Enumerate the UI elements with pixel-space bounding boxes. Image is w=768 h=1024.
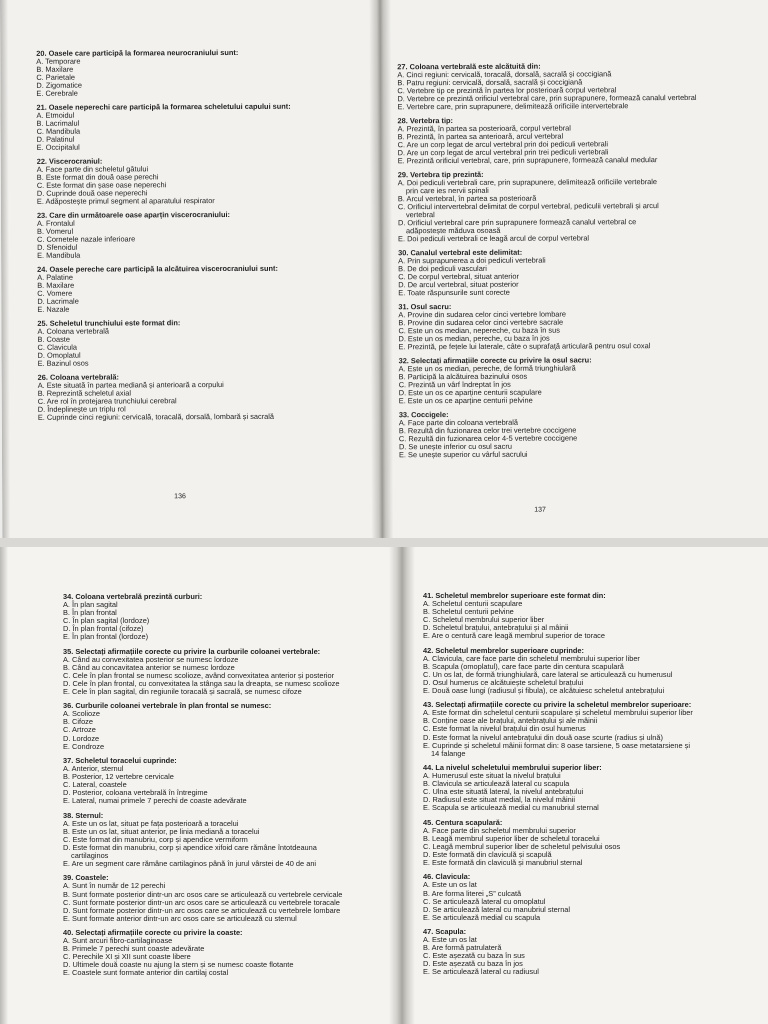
page-number: 137 bbox=[534, 506, 546, 514]
answer-option: B. Vomerul bbox=[36, 226, 74, 236]
answer-option: E. Scapula se articulează medial cu manubriul sternal bbox=[423, 803, 599, 813]
answer-option: D. Vertebre ce prezintă orificiul vertebral care, prin suprapunere, formează canalul vertebral bbox=[397, 92, 697, 104]
answer-option: E. Cele în plan sagital, din regiunile toracală și sacrală, se numesc cifoze bbox=[63, 686, 302, 696]
page-number: 136 bbox=[174, 493, 186, 501]
page-left-questions bbox=[63, 593, 393, 977]
answer-option: A. Este un os lat bbox=[423, 880, 477, 890]
answer-option: D. Lacrimale bbox=[37, 296, 79, 306]
answer-option: E. Este un os ce aparține centurii pelvine bbox=[398, 395, 533, 406]
answer-option: C. Este așezată cu baza în sus bbox=[423, 951, 525, 961]
answer-option: E. În plan frontal (lordoze) bbox=[63, 632, 149, 642]
answer-option: D. Sfenoidul bbox=[37, 242, 78, 252]
answer-option: C. Lateral, coastele bbox=[63, 780, 127, 790]
answer-option-continuation: vertebral bbox=[405, 209, 435, 220]
answer-option: E. Are un segment care rămâne cartilaginos până în jurul vârstei de 40 de ani bbox=[63, 858, 317, 868]
answer-option: C. În plan sagital (lordoze) bbox=[63, 616, 150, 626]
answer-option: A. Face parte din coloana vertebrală bbox=[398, 417, 519, 427]
bottom-book-spread bbox=[0, 547, 768, 1024]
answer-option: A. În plan sagital bbox=[63, 600, 118, 610]
answer-option: A. Este un os median, pereche, de formă triunghiulară bbox=[398, 363, 576, 373]
answer-option: C. Vertebre tip ce prezintă în partea lor posterioară corpul vertebral bbox=[397, 85, 617, 96]
question-title: 45. Centura scapulară: bbox=[423, 817, 503, 827]
answer-option: B. Coaste bbox=[37, 334, 70, 344]
question-title: 37. Scheletul toracelui cuprinde: bbox=[63, 756, 177, 766]
answer-option-continuation: cartilaginos bbox=[71, 850, 109, 860]
question-title: 42. Scheletul membrelor superioare cuprinde: bbox=[423, 645, 585, 655]
answer-option: D. Posterior, coloana vertebrală în întregime bbox=[63, 788, 208, 798]
answer-option: E. Mandibula bbox=[37, 250, 81, 260]
answer-option: A. Humerusul este situat la nivelul brațului bbox=[423, 771, 561, 781]
answer-option: E. Cuprinde cinci regiuni: cervicală, toracală, dorsală, lombară și sacrală bbox=[37, 411, 275, 422]
answer-option: E. Cerebrale bbox=[36, 88, 78, 98]
answer-option: B. În plan frontal bbox=[63, 608, 117, 618]
answer-option: D. Lordoze bbox=[63, 733, 100, 743]
answer-option: B. Este un os lat, situat anterior, pe linia mediană a toracelui bbox=[63, 826, 260, 836]
answer-option: C. Cele în plan frontal se numesc scolioze, având convexitatea anterior și posterior bbox=[63, 670, 335, 680]
answer-option: B. Sunt formate posterior dintr-un arc osos care se articulează cu vertebrele cervicale bbox=[63, 889, 343, 899]
book-spine-gutter bbox=[369, 0, 393, 540]
answer-option: A. Coloana vertebrală bbox=[37, 326, 109, 336]
answer-option: A. Cinci regiuni: cervicală, toracală, dorsală, sacrală și coccigiană bbox=[397, 69, 612, 80]
answer-option: C. Perechile XI și XII sunt coaste libere bbox=[63, 952, 191, 962]
answer-option: C. Cornetele nazale inferioare bbox=[37, 234, 136, 244]
answer-option: E. Are o centură care leagă membrul superior de torace bbox=[423, 631, 605, 641]
answer-option: B. Lacrimalul bbox=[36, 118, 80, 128]
answer-option: E. Nazale bbox=[37, 304, 70, 314]
answer-option: D. Scheletul brațului, antebrațului și al mâinii bbox=[423, 623, 569, 633]
answer-option: D. Ultimele două coaste nu ajung la stern și se numesc coaste flotante bbox=[63, 960, 294, 970]
answer-option: C. Artroze bbox=[63, 725, 96, 735]
question-title: 44. La nivelul scheletului membrului superior liber: bbox=[423, 763, 602, 773]
question-title: 47. Scapula: bbox=[423, 927, 467, 937]
question-title: 46. Clavicula: bbox=[423, 872, 471, 882]
answer-option: C. Orificiul intervertebral delimitat de corpul vertebral, pediculii vertebrali și arcul bbox=[397, 200, 659, 212]
answer-option: C. Mandibula bbox=[36, 126, 81, 136]
question-title: 28. Vertebra tip: bbox=[397, 115, 454, 125]
question-title: 31. Osul sacru: bbox=[398, 301, 452, 311]
answer-option-continuation: prin care ies nervii spinali bbox=[405, 185, 489, 195]
answer-option: E. Se unește superior cu vârful sacrului bbox=[398, 449, 528, 460]
answer-option: D. Este așezată cu baza în jos bbox=[423, 959, 523, 969]
question-title: 41. Scheletul membrelor superioare este format din: bbox=[423, 591, 606, 600]
answer-option: D. Este formată din claviculă și scapulă bbox=[423, 849, 552, 859]
answer-option: B. Clavicula se articulează lateral cu scapula bbox=[423, 779, 570, 789]
answer-option: B. Prezintă, în partea sa anterioară, arcul vertebral bbox=[397, 131, 564, 142]
answer-option-continuation: adăpostește măduva osoasă bbox=[405, 225, 501, 236]
answer-option: C. Este un os median, nepereche, cu baza în sus bbox=[398, 325, 560, 336]
answer-option: A. Prin suprapunerea a doi pediculi vertebrali bbox=[398, 255, 546, 266]
answer-option: D. Osul humerus ce alcătuiește scheletul brațului bbox=[423, 677, 584, 687]
answer-option: B. Posterior, 12 vertebre cervicale bbox=[63, 772, 174, 782]
answer-option: A. Scheletul centurii scapulare bbox=[423, 599, 523, 609]
question-title: 23. Care din următoarele oase aparțin viscerocraniului: bbox=[36, 209, 231, 220]
answer-option: E. Occipitalul bbox=[36, 142, 80, 152]
answer-option: C. Ulna este situată lateral, la nivelul antebrațului bbox=[423, 787, 584, 797]
answer-option: D. Cuprinde două oase neperechi bbox=[36, 188, 148, 198]
answer-option: A. Face parte din scheletul membrului superior bbox=[423, 825, 576, 835]
question-title: 43. Selectați afirmațiile corecte cu privire la scheletul membrelor superioare: bbox=[423, 700, 692, 710]
answer-option: A. Sunt arcuri fibro-cartilaginoase bbox=[63, 936, 173, 946]
answer-option: C. De corpul vertebral, situat anterior bbox=[398, 271, 519, 282]
answer-option: B. Conține oase ale brațului, antebrațului și ale mâinii bbox=[423, 716, 598, 726]
answer-option: B. Arcul vertebral, în partea sa posterioară bbox=[397, 193, 537, 204]
answer-option: B. Maxilare bbox=[36, 64, 74, 74]
answer-option: E. Condroze bbox=[63, 741, 105, 751]
answer-option: B. Cifoze bbox=[63, 717, 93, 727]
answer-option: A. Palatine bbox=[37, 272, 73, 282]
page-right-questions bbox=[423, 592, 753, 976]
question-title: 21. Oasele neperechi care participă la formarea scheletului capului sunt: bbox=[36, 101, 291, 112]
page-edge-shadow bbox=[0, 547, 8, 1024]
answer-option: A. Doi pediculi vertebrali care, prin suprapunere, delimitează orificiile vertebrale bbox=[397, 176, 658, 187]
answer-option: C. Clavicula bbox=[37, 342, 77, 352]
answer-option: E. Coastele sunt formate anterior din cartilaj costal bbox=[63, 968, 229, 978]
question-title: 25. Scheletul trunchiului este format din: bbox=[37, 317, 181, 328]
question-title: 36. Curburile coloanei vertebrale în plan frontal se numesc: bbox=[63, 701, 272, 711]
answer-option: D. Îndeplinește un triplu rol bbox=[37, 404, 126, 414]
answer-option: D. Orificiul vertebral care prin suprapunere formează canalul vertebral ce bbox=[397, 217, 637, 228]
answer-option: E. Prezintă, pe fețele lui laterale, câte o suprafață articulară pentru osul coxal bbox=[398, 341, 651, 352]
answer-option: C. Rezultă din fuzionarea celor 4-5 vertebre coccigene bbox=[398, 433, 578, 444]
answer-option-continuation: 14 falange bbox=[431, 748, 466, 758]
question-title: 22. Viscerocraniul: bbox=[36, 156, 103, 166]
answer-option: A. Etmoidul bbox=[36, 110, 75, 120]
answer-option: E. Bazinul osos bbox=[37, 358, 89, 368]
answer-option: E. Se articulează medial cu scapula bbox=[423, 912, 541, 922]
answer-option: B. Reprezintă scheletul axial bbox=[37, 388, 131, 398]
answer-option: A. Anterior, sternul bbox=[63, 764, 124, 774]
answer-option: C. Are rol în protejarea trunchiului cerebral bbox=[37, 395, 177, 406]
answer-option: B. Are formă patrulateră bbox=[423, 943, 502, 953]
answer-option: B. Scheletul centurii pelvine bbox=[423, 607, 514, 617]
answer-option: C. Scheletul membrului superior liber bbox=[423, 615, 545, 625]
answer-option: D. Este un os ce aparține centurii scapulare bbox=[398, 387, 542, 398]
answer-option: E. Prezintă orificiul vertebral, care, prin suprapunere, formează canalul medular bbox=[397, 155, 658, 166]
answer-option: D. Radiusul este situat medial, la nivelul mâinii bbox=[423, 795, 575, 805]
page-137-questions bbox=[397, 56, 744, 459]
answer-option: C. Se articulează lateral cu omoplatul bbox=[423, 896, 546, 906]
answer-option: E. Lateral, numai primele 7 perechi de coaste adevărate bbox=[63, 796, 247, 806]
answer-option: A. Frontalul bbox=[36, 218, 75, 228]
answer-option: C. Este format din șase oase neperechi bbox=[36, 180, 167, 190]
answer-option: B. De doi pediculi vasculari bbox=[398, 263, 487, 274]
answer-option: A. Este situată în partea mediană și anterioară a corpului bbox=[37, 379, 224, 390]
answer-option: C. Parietale bbox=[36, 72, 75, 82]
answer-option: C. Este format la nivelul brațului din osul humerus bbox=[423, 724, 586, 734]
answer-option: E. Sunt formate anterior dintr-un arc osos care se articulează cu sternul bbox=[63, 913, 297, 923]
answer-option: E. Cuprinde și scheletul mâinii format din: 8 oase tarsiene, 5 oase metatarsiene și bbox=[423, 740, 691, 750]
answer-option: E. Vertebre care, prin suprapunere, delimitează orificiile intervertebrale bbox=[397, 101, 629, 112]
page-136-questions bbox=[36, 42, 368, 421]
answer-option: A. Temporare bbox=[36, 56, 81, 66]
answer-option: D. Este format la nivelul antebrațului din două oase scurte (radius și ulnă) bbox=[423, 732, 663, 742]
answer-option: C. Sunt formate posterior dintr-un arc osos care se articulează cu vertebrele toracale bbox=[63, 897, 340, 907]
answer-option: B. Are forma literei „S” culcată bbox=[423, 888, 522, 898]
answer-option: C. Vomere bbox=[37, 288, 73, 298]
question-title: 30. Canalul vertebral este delimitat: bbox=[398, 247, 523, 257]
answer-option: E. Toate răspunsurile sunt corecte bbox=[398, 287, 510, 298]
answer-option: D. Se articulează lateral cu manubriul sternal bbox=[423, 904, 571, 914]
answer-option: B. Primele 7 perechi sunt coaste adevărate bbox=[63, 944, 205, 954]
answer-option: B. Când au concavitatea anterior se numesc lordoze bbox=[63, 662, 235, 672]
answer-option: E. Este formată din claviculă și manubriul sternal bbox=[423, 857, 583, 867]
question-title: 38. Sternul: bbox=[63, 810, 104, 820]
answer-option: D. Are un corp legat de arcul vertebral prin trei pediculi vertebrali bbox=[397, 147, 609, 158]
question-title: 29. Vertebra tip prezintă: bbox=[397, 169, 484, 179]
answer-option: B. Provine din sudarea celor cinci vertebre sacrale bbox=[398, 317, 564, 328]
answer-option: A. Sunt în număr de 12 perechi bbox=[63, 881, 166, 891]
answer-option: D. Cele în plan frontal, cu convexitatea la stânga sau la dreapta, se numesc scolioze bbox=[63, 678, 340, 688]
answer-option: A. Este format din scheletul centurii scapulare și scheletul membrului superior liber bbox=[423, 708, 693, 718]
answer-option: D. Sunt formate posterior dintr-un arc osos care se articulează cu vertebrele lombare bbox=[63, 905, 341, 915]
answer-option: E. Doi pediculi vertebrali ce leagă arcul de corpul vertebral bbox=[398, 233, 590, 244]
question-title: 40. Selectați afirmațiile corecte cu privire la coaste: bbox=[63, 928, 243, 938]
question-title: 39. Coastele: bbox=[63, 873, 109, 883]
answer-option: D. Este un os median, pereche, cu baza în jos bbox=[398, 333, 550, 344]
answer-option: D. Este format din manubriu, corp și apendice xifoid care rămâne întotdeauna bbox=[63, 842, 317, 852]
question-title: 24. Oasele pereche care participă la alcătuirea viscerocraniului sunt: bbox=[37, 263, 278, 274]
question-title: 20. Oasele care participă la formarea neurocraniului sunt: bbox=[36, 47, 239, 58]
answer-option: A. Provine din sudarea celor cinci vertebre lombare bbox=[398, 309, 567, 320]
question-title: 35. Selectați afirmațiile corecte cu privire la curburile coloanei vertebrale: bbox=[63, 646, 321, 656]
answer-option: A. Clavicula, care face parte din scheletul membrului superior liber bbox=[423, 653, 640, 663]
answer-option: C. Are un corp legat de arcul vertebral prin doi pediculi vertebrali bbox=[397, 139, 608, 150]
answer-option: E. Două oase lungi (radiusul și fibula), ce alcătuiesc scheletul antebrațului bbox=[423, 685, 665, 695]
question-title: 32. Selectați afirmațiile corecte cu privire la osul sacru: bbox=[398, 355, 592, 365]
answer-option: A. Scolioze bbox=[63, 709, 100, 719]
answer-option: C. Leagă membrul superior liber de scheletul pelvisului osos bbox=[423, 841, 621, 851]
question-title: 34. Coloana vertebrală prezintă curburi: bbox=[63, 592, 203, 601]
question-title: 33. Coccigele: bbox=[398, 409, 449, 419]
answer-option: B. Leagă membrul superior liber de scheletul toracelui bbox=[423, 833, 600, 843]
answer-option: C. Un os lat, de formă triunghiulară, care lateral se articulează cu humerusul bbox=[423, 669, 673, 679]
page-edge-shadow bbox=[0, 0, 10, 542]
answer-option: E. Adăpostește primul segment al aparatului respirator bbox=[36, 195, 215, 206]
answer-option: A. Este un os lat bbox=[423, 935, 477, 945]
answer-option: B. Participă la alcătuirea bazinului osos bbox=[398, 371, 528, 382]
question-title: 27. Coloana vertebrală este alcătuită din: bbox=[397, 61, 541, 71]
answer-option: E. Se articulează lateral cu radiusul bbox=[423, 967, 539, 977]
answer-option: A. Prezintă, în partea sa posterioară, corpul vertebral bbox=[397, 123, 571, 133]
answer-option: D. Se unește inferior cu osul sacru bbox=[398, 441, 512, 452]
answer-option: B. Rezultă din fuzionarea celor trei vertebre coccigene bbox=[398, 425, 577, 435]
answer-option: D. Omoplatul bbox=[37, 350, 81, 360]
answer-option: D. Zigomatice bbox=[36, 80, 82, 90]
answer-option: A. Este un os lat, situat pe fața posterioară a toracelui bbox=[63, 818, 239, 828]
answer-option: A. Face parte din scheletul gâtului bbox=[36, 164, 149, 174]
answer-option: D. Palatinul bbox=[36, 134, 75, 144]
answer-option: C. Este format din manubriu, corp și apendice vermiform bbox=[63, 834, 248, 844]
answer-option: B. Scapula (omoplatul), care face parte din centura scapulară bbox=[423, 661, 624, 671]
answer-option: D. De arcul vertebral, situat posterior bbox=[398, 279, 519, 290]
answer-option: A. Când au convexitatea posterior se numesc lordoze bbox=[63, 654, 239, 664]
answer-option: B. Maxilare bbox=[37, 280, 75, 290]
answer-option: D. În plan frontal (cifoze) bbox=[63, 624, 144, 634]
answer-option: B. Patru regiuni: cervicală, dorsală, sacrală și coccigiană bbox=[397, 77, 583, 88]
answer-option: B. Este format din două oase perechi bbox=[36, 172, 159, 182]
answer-option: C. Prezintă un vârf îndreptat în jos bbox=[398, 379, 511, 390]
question-title: 26. Coloana vertebrală: bbox=[37, 371, 120, 382]
